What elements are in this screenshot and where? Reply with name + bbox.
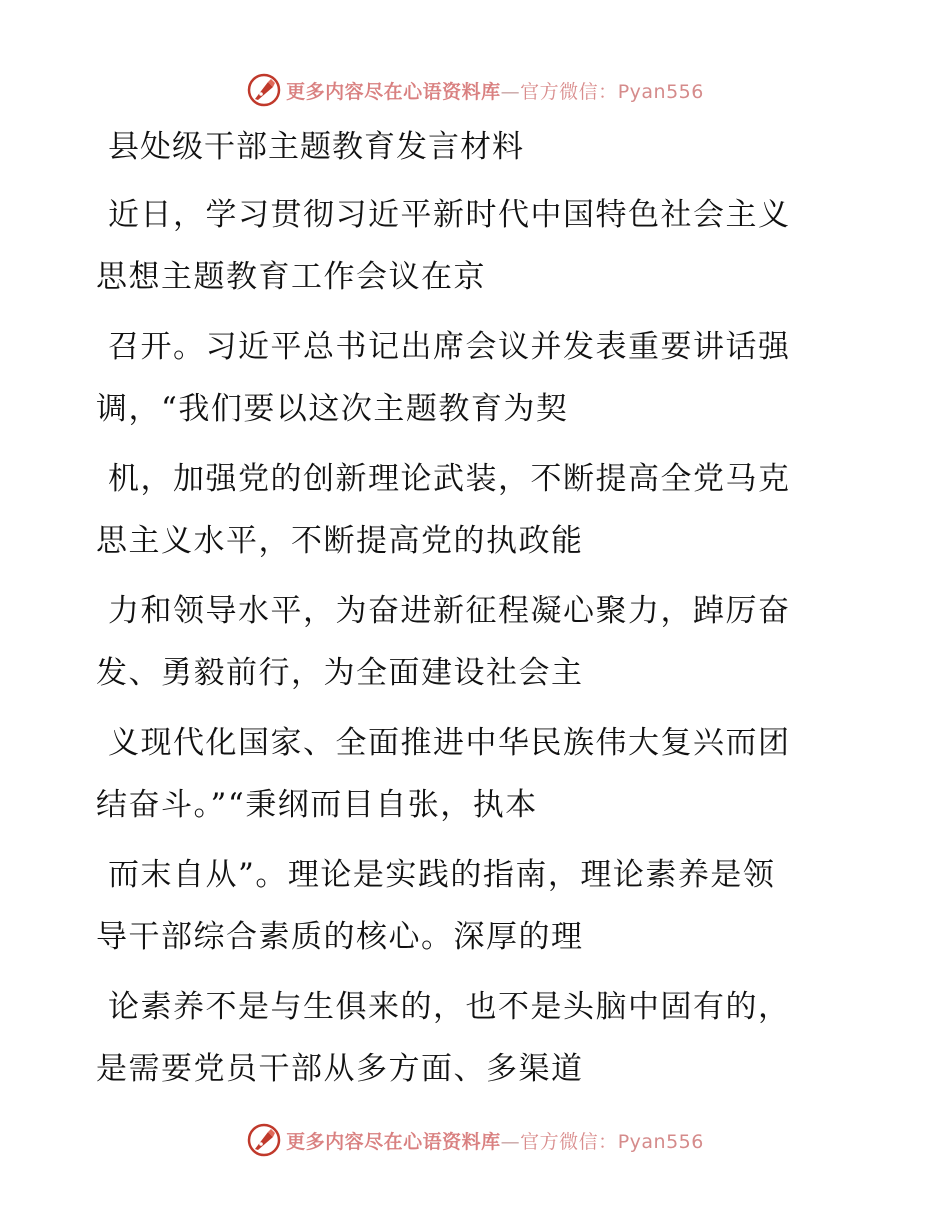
paragraph-4 [96,580,836,704]
footer-banner-official: 官方微信： [520,1130,618,1153]
paragraph-line: 义现代化国家、全面推进中华民族伟大复兴而团 [108,725,791,761]
paragraph-line: 导干部综合素质的核心。深厚的理 [96,919,584,955]
footer-banner-text [286,1127,704,1154]
paragraph-line: 发、勇毅前行，为全面建设社会主 [96,655,584,691]
paragraph-line: 机，加强党的创新理论武装，不断提高全党马克 [108,461,791,497]
paragraph-line: 力和领导水平，为奋进新征程凝心聚力，踔厉奋 [108,593,791,629]
footer-banner-wechat-id: Pyan556 [617,1130,704,1153]
paragraph-line: 思主义水平，不断提高党的执政能 [96,523,584,559]
header-banner-wechat-id: Pyan556 [617,80,704,103]
header-banner-dash: — [500,80,521,103]
header-banner-brand: 更多内容尽在心语资料库 [286,80,501,103]
footer-banner [0,1118,950,1162]
paragraph-2 [96,316,836,440]
document-body [96,118,836,1100]
footer-banner-brand: 更多内容尽在心语资料库 [286,1130,501,1153]
paragraph-line: 调，“我们要以这次主题教育为契 [96,391,569,427]
paragraph-line: 论素养不是与生俱来的，也不是头脑中固有的， [108,989,791,1025]
paragraph-line: 思想主题教育工作会议在京 [96,259,486,295]
header-banner [0,68,950,112]
paragraph-1 [96,184,836,308]
pen-nib-logo-icon [246,72,282,108]
pen-nib-logo-icon [246,1122,282,1158]
paragraph-line: 是需要党员干部从多方面、多渠道 [96,1051,584,1087]
paragraph-6 [96,844,836,968]
paragraph-line: 近日，学习贯彻习近平新时代中国特色社会主义 [108,197,791,233]
paragraph-line: 结奋斗。”“秉纲而目自张，执本 [96,787,538,823]
header-banner-official: 官方微信： [520,80,618,103]
footer-banner-dash: — [500,1130,521,1153]
document-title: 县处级干部主题教育发言材料 [108,129,524,165]
paragraph-3 [96,448,836,572]
paragraph-line: 而末自从”。理论是实践的指南，理论素养是领 [108,857,776,893]
paragraph-line: 召开。习近平总书记出席会议并发表重要讲话强 [108,329,791,365]
paragraph-7 [96,976,836,1100]
header-banner-text [286,77,704,104]
paragraph-5 [96,712,836,836]
